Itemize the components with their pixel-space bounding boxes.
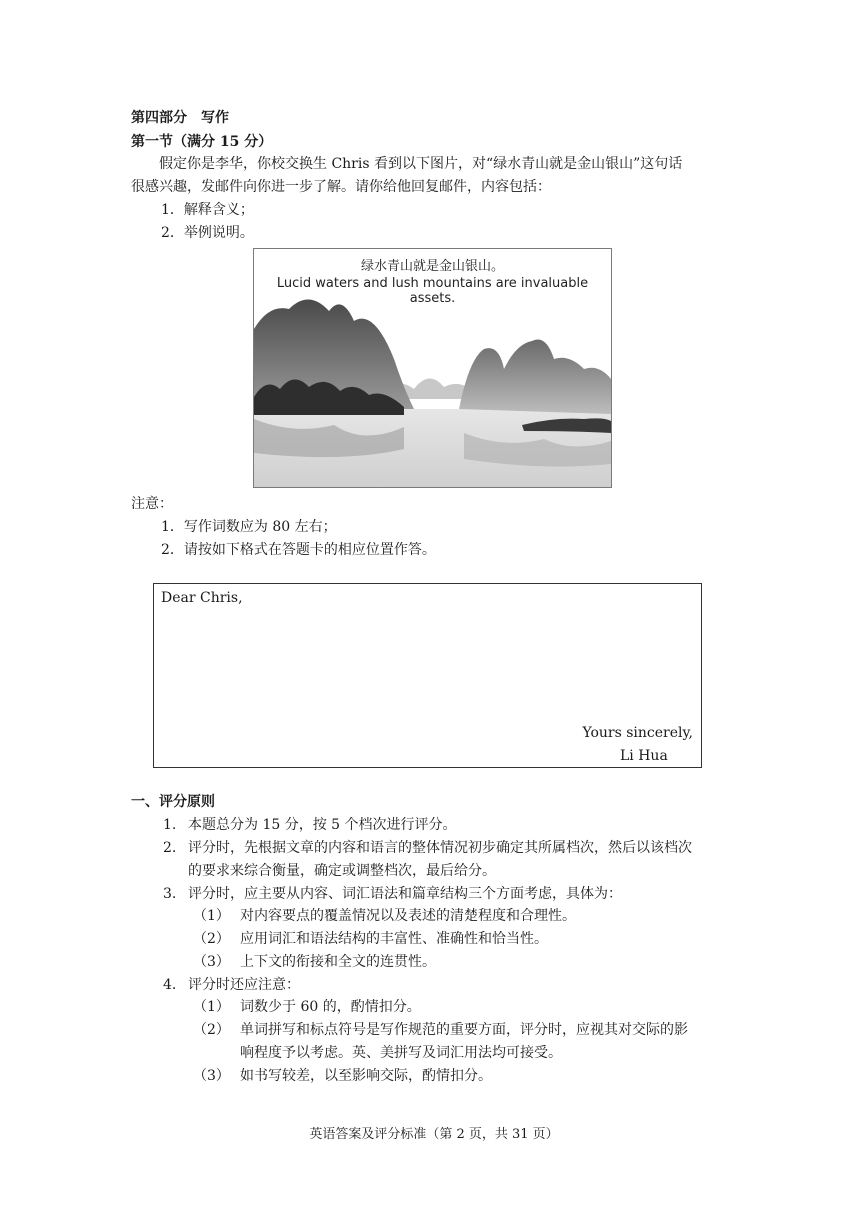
letter-format-box	[153, 583, 702, 768]
rule-3: 评分时，应主要从内容、词汇语法和篇章结构三个方面考虑，具体为：	[188, 886, 622, 902]
right-mountains	[459, 339, 611, 414]
section-subtitle: 第一节（满分 15 分）	[131, 134, 273, 150]
rule-4-sub-2-line-2: 响程度予以考虑。英、美拼写及词汇用法均可接受。	[240, 1045, 562, 1061]
rule-3-sub-2-num: （2）	[193, 931, 230, 947]
rule-4: 评分时还应注意：	[188, 977, 300, 993]
rule-2-line-2: 的要求来综合衡量，确定或调整档次，最后给分。	[188, 863, 496, 879]
note-item-1: 1．写作词数应为 80 左右；	[161, 519, 337, 535]
rule-3-sub-3: 上下文的衔接和全文的连贯性。	[240, 954, 436, 970]
rule-3-num: 3.	[163, 886, 177, 902]
criteria-heading: 一、评分原则	[131, 794, 215, 810]
landscape-picture	[253, 248, 612, 488]
picture-caption-en: Lucid waters and lush mountains are invaluable assets.	[276, 276, 589, 306]
rule-3-sub-3-num: （3）	[193, 954, 230, 970]
rule-1: 本题总分为 15 分，按 5 个档次进行评分。	[188, 817, 457, 833]
rule-3-sub-1: 对内容要点的覆盖情况以及表述的清楚程度和合理性。	[240, 908, 576, 924]
notes-label: 注意：	[131, 496, 173, 512]
letter-greeting: Dear Chris,	[161, 590, 243, 606]
rule-4-num: 4.	[163, 977, 177, 993]
prompt-line-2: 很感兴趣，发邮件向你进一步了解。请你给他回复邮件，内容包括：	[131, 179, 551, 195]
rule-4-sub-1-num: （1）	[193, 999, 230, 1015]
section-title: 第四部分 写作	[131, 110, 229, 126]
prompt-point-2: 2．举例说明。	[161, 225, 254, 241]
rule-4-sub-1: 词数少于 60 的，酌情扣分。	[240, 999, 421, 1015]
rule-4-sub-3: 如书写较差，以至影响交际，酌情扣分。	[240, 1068, 492, 1084]
prompt-line-1: 假定你是李华，你校交换生 Chris 看到以下图片，对“绿水青山就是金山银山”这句话	[159, 156, 683, 172]
rule-4-sub-3-num: （3）	[193, 1068, 230, 1084]
page-footer: 英语答案及评分标准（第 2 页，共 31 页）	[309, 1127, 559, 1142]
prompt-point-1: 1．解释含义；	[161, 202, 254, 218]
rule-4-sub-2-num: （2）	[193, 1022, 230, 1038]
rule-2-num: 2.	[163, 840, 177, 856]
picture-caption-zh: 绿水青山就是金山银山。	[360, 259, 504, 274]
rule-2-line-1: 评分时，先根据文章的内容和语言的整体情况初步确定其所属档次，然后以该档次	[188, 840, 692, 856]
letter-signature: Li Hua	[620, 748, 668, 764]
letter-closing: Yours sincerely,	[582, 725, 693, 741]
rule-4-sub-2-line-1: 单词拼写和标点符号是写作规范的重要方面，评分时，应视其对交际的影	[240, 1022, 688, 1038]
note-item-2: 2．请按如下格式在答题卡的相应位置作答。	[161, 542, 436, 558]
rule-1-num: 1.	[163, 817, 177, 833]
rule-3-sub-1-num: （1）	[193, 908, 230, 924]
rule-3-sub-2: 应用词汇和语法结构的丰富性、准确性和恰当性。	[240, 931, 548, 947]
